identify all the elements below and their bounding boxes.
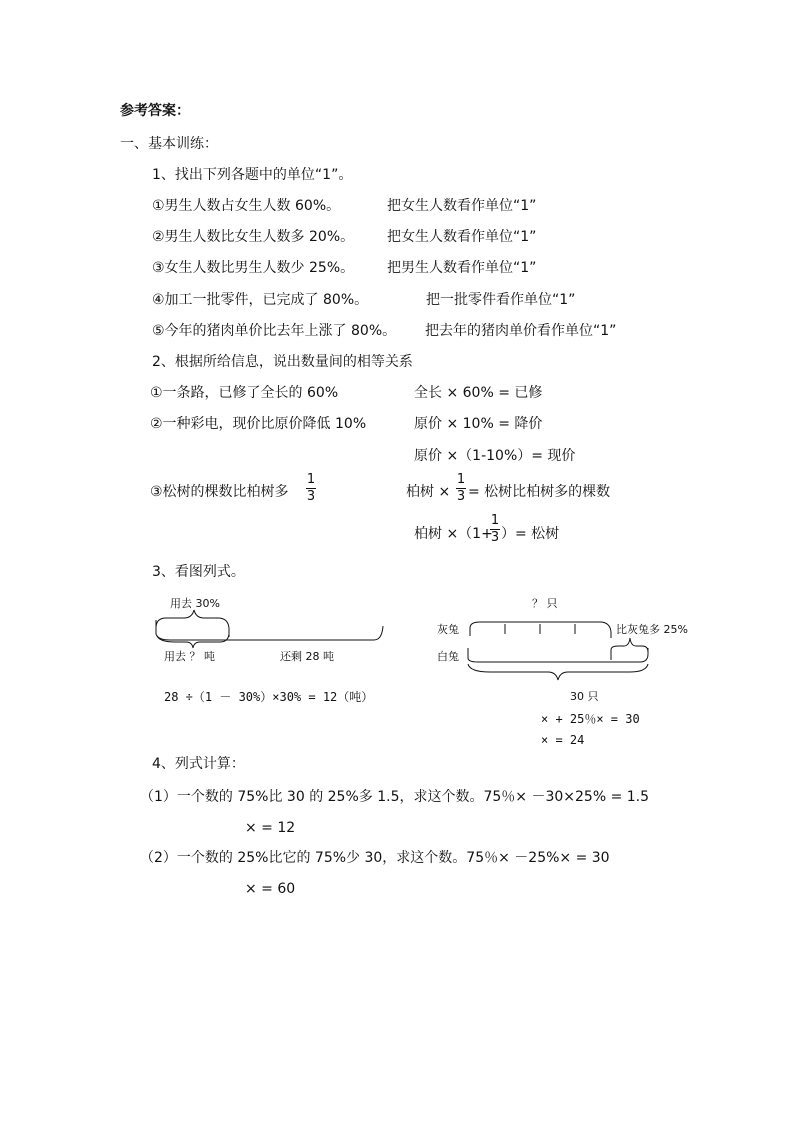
q2-title: 2、根据所给信息，说出数量间的相等关系 [152, 354, 413, 370]
q2-answer-3a-prefix: 柏树 × [406, 484, 451, 500]
q2-answer-1: 全长 × 60% = 已修 [414, 385, 543, 401]
fraction-numerator: 1 [456, 472, 466, 487]
q1-item-5: ⑤今年的猪肉单价比去年上涨了 80%。 [152, 323, 397, 339]
q2-answer-3b-prefix: 柏树 ×（1+ [414, 526, 493, 542]
left-bottom-label-1: 用去 ？ 吨 [164, 650, 215, 663]
q2-item-3: ③松树的棵数比柏树多 [150, 484, 289, 500]
q4-answer-2: × = 60 [245, 881, 296, 897]
q1-item-3: ③女生人数比男生人数少 25%。 [152, 260, 355, 276]
section-title: 一、基本训练： [120, 136, 218, 152]
q1-item-1: ①男生人数占女生人数 60%。 [152, 198, 341, 214]
q2-answer-2b: 原价 ×（1-10%）= 现价 [414, 448, 576, 464]
fraction-denominator: 3 [490, 530, 500, 545]
gray-rabbit-label: 灰兔 [437, 623, 459, 636]
q2-item-1: ①一条路，已修了全长的 60% [150, 385, 339, 401]
q2-answer-3b-suffix: ）= 松树 [501, 526, 560, 542]
right-bottom-label: 30 只 [570, 690, 599, 703]
q1-item-4: ④加工一批零件，已完成了 80%。 [152, 292, 369, 308]
fraction-numerator: 1 [306, 472, 316, 487]
q4-answer-1: × = 12 [245, 820, 296, 836]
q1-answer-4: 把一批零件看作单位“1” [426, 292, 576, 308]
q1-title: 1、找出下列各题中的单位“1”。 [152, 167, 353, 183]
page-heading: 参考答案： [120, 103, 190, 119]
extra-brace [611, 638, 648, 660]
fraction-denominator: 3 [456, 489, 466, 504]
white-bottom-brace [468, 664, 648, 680]
left-bottom-brace [156, 620, 383, 640]
white-bar [468, 648, 648, 662]
q1-answer-2: 把女生人数看作单位“1” [387, 229, 537, 245]
left-top-label: 用去 30% [170, 597, 220, 610]
q2-answer-2a: 原价 × 10% = 降价 [414, 416, 543, 432]
left-formula: 28 ÷（1 － 30%）×30% = 12（吨） [164, 690, 374, 704]
more-percent-label: 比灰兔多 25% [616, 623, 688, 636]
left-small-brace [157, 634, 229, 648]
q4-problem-1: （1）一个数的 75%比 30 的 25%多 1.5，求这个数。75％× －30×25% = 1.5 [140, 789, 650, 805]
q2-item-2: ②一种彩电，现价比原价降低 10% [150, 416, 367, 432]
left-bottom-label-2: 还剩 28 吨 [280, 650, 334, 663]
right-equation-2: × = 24 [541, 733, 585, 747]
white-rabbit-label: 白兔 [437, 650, 459, 663]
q2-answer-3a-suffix: = 松树比柏树多的棵数 [468, 484, 611, 500]
right-top-label: ？ 只 [532, 597, 558, 610]
right-equation-1: × + 25％× = 30 [541, 712, 640, 726]
q3-title: 3、看图列式。 [152, 564, 245, 580]
q1-item-2: ②男生人数比女生人数多 20%。 [152, 229, 355, 245]
fraction-numerator: 1 [490, 513, 500, 528]
q1-answer-1: 把女生人数看作单位“1” [387, 198, 537, 214]
left-top-brace [156, 610, 229, 628]
q1-answer-5: 把去年的猪肉单价看作单位“1” [425, 323, 617, 339]
fraction-denominator: 3 [306, 489, 316, 504]
q4-problem-2: （2）一个数的 25%比它的 75%少 30，求这个数。75％× －25%× = 30 [140, 850, 610, 866]
q1-answer-3: 把男生人数看作单位“1” [387, 260, 537, 276]
q4-title: 4、列式计算： [152, 756, 245, 772]
